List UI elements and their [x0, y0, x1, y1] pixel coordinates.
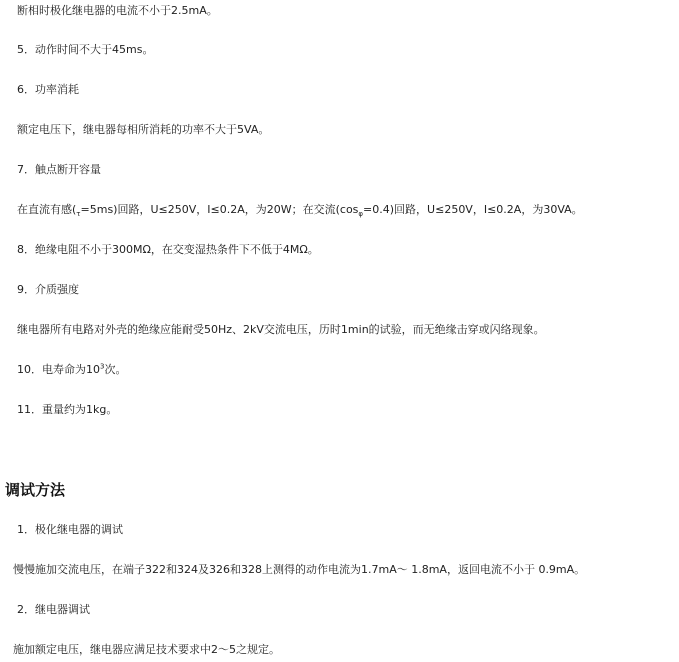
- life-text-part-a: 10．电寿命为10: [17, 363, 100, 376]
- contact-text-part-a: 在直流有感(: [17, 203, 77, 216]
- contact-capacity-text: [17, 202, 583, 218]
- dielectric-strength-text: 继电器所有电路对外壳的绝缘应能耐受50Hz、2kV交流电压，历时1min的试验，而无绝缘击穿或闪络现象。: [17, 323, 545, 336]
- item-7-contact-title: 7．触点断开容量: [17, 163, 101, 176]
- item-10-life-text: [17, 362, 126, 378]
- item-8-insulation-text: 8．绝缘电阻不小于300MΩ，在交变湿热条件下不低于4MΩ。: [17, 243, 319, 256]
- phase-drop-current-text: 断相时极化继电器的电流不小于2.5mA。: [17, 4, 218, 17]
- relay-debug-text: 施加额定电压，继电器应满足技术要求中2～5之规定。: [13, 643, 280, 656]
- item-9-dielectric-title: 9．介质强度: [17, 283, 79, 296]
- tau-symbol: τ: [76, 210, 81, 219]
- polar-relay-debug-text: 慢慢施加交流电压，在端子322和324及326和328上测得的动作电流为1.7mA～ 1.8mA，返回电流不小于 0.9mA。: [13, 563, 586, 576]
- power-consumption-text: 额定电压下，继电器每相所消耗的功率不大于5VA。: [17, 123, 270, 136]
- debug-item-1-title: 1．极化继电器的调试: [17, 523, 123, 536]
- item-6-power-title: 6．功率消耗: [17, 83, 79, 96]
- contact-text-part-c: =0.4)回路，U≤250V，I≤0.2A，为30VA。: [363, 203, 583, 216]
- debug-method-heading: 调试方法: [5, 481, 66, 499]
- debug-item-2-title: 2．继电器调试: [17, 603, 90, 616]
- item-11-weight-text: 11．重量约为1kg。: [17, 403, 118, 416]
- item-5-operate-time: 5．动作时间不大于45ms。: [17, 43, 154, 56]
- contact-text-part-b: =5ms)回路，U≤250V，I≤0.2A，为20W；在交流(cos: [80, 203, 359, 216]
- life-exponent: 3: [100, 362, 105, 371]
- life-text-part-b: 次。: [104, 363, 127, 376]
- phi-symbol: φ: [358, 210, 364, 219]
